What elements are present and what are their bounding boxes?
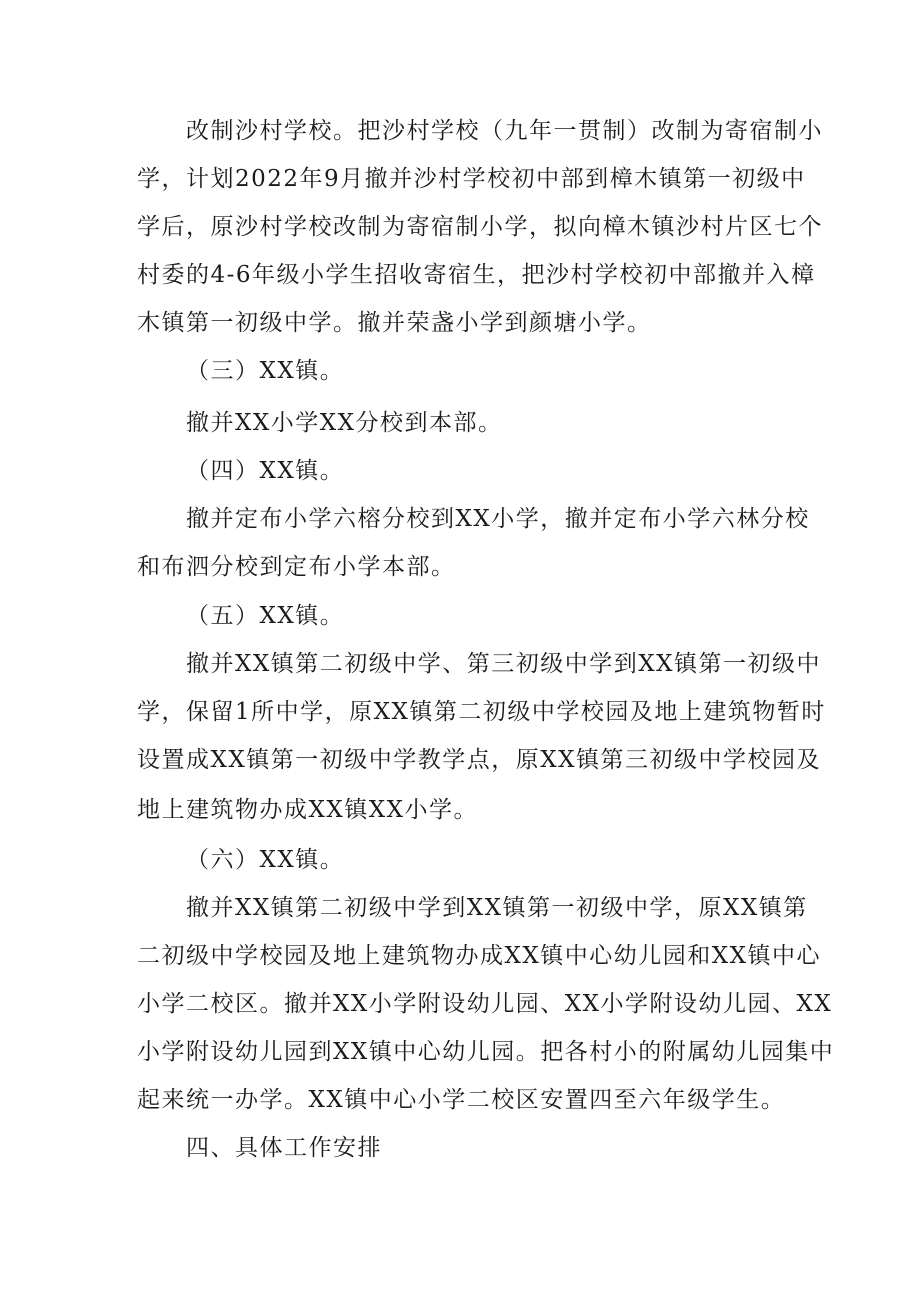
body-text-line: 改制沙村学校。把沙村学校（九年一贯制）改制为寄宿制小 [186, 118, 823, 144]
body-text-line: 学，计划2022年9月撤并沙村学校初中部到樟木镇第一初级中 [137, 166, 806, 192]
body-text-line: 撤并XX镇第二初级中学、第三初级中学到XX镇第一初级中 [186, 651, 821, 677]
body-text-line: 二初级中学校园及地上建筑物办成XX镇中心幼儿园和XX镇中心 [137, 943, 821, 969]
body-text-line: 小学附设幼儿园到XX镇中心幼儿园。把各村小的附属幼儿园集中 [137, 1039, 835, 1065]
body-text-line: 小学二校区。撤并XX小学附设幼儿园、XX小学附设幼儿园、XX [137, 991, 833, 1017]
body-text-line: 撤并定布小学六榕分校到XX小学，撤并定布小学六林分校 [186, 506, 810, 532]
section-heading: （六）XX镇。 [186, 847, 345, 873]
body-text-line: 村委的4-6年级小学生招收寄宿生，把沙村学校初中部撤并入樟 [137, 262, 816, 288]
body-text-line: 和布泗分校到定布小学本部。 [137, 554, 456, 580]
section-heading: （三）XX镇。 [186, 358, 345, 384]
body-text-line: 学后，原沙村学校改制为寄宿制小学，拟向樟木镇沙村片区七个 [137, 214, 823, 240]
body-text-line: 撤并XX镇第二初级中学到XX镇第一初级中学，原XX镇第 [186, 895, 808, 921]
body-text-line: 地上建筑物办成XX镇XX小学。 [137, 797, 478, 823]
body-text-line: 学，保留1所中学，原XX镇第二初级中学校园及地上建筑物暂时 [137, 699, 826, 725]
section-heading: （五）XX镇。 [186, 603, 345, 629]
chapter-heading: 四、具体工作安排 [186, 1135, 382, 1161]
body-text-line: 撤并XX小学XX分校到本部。 [186, 410, 503, 436]
body-text-line: 设置成XX镇第一初级中学教学点，原XX镇第三初级中学校园及 [137, 747, 821, 773]
section-heading: （四）XX镇。 [186, 458, 345, 484]
body-text-line: 起来统一办学。XX镇中心小学二校区安置四至六年级学生。 [137, 1087, 786, 1113]
body-text-line: 木镇第一初级中学。撤并荣盏小学到颜塘小学。 [137, 310, 652, 336]
